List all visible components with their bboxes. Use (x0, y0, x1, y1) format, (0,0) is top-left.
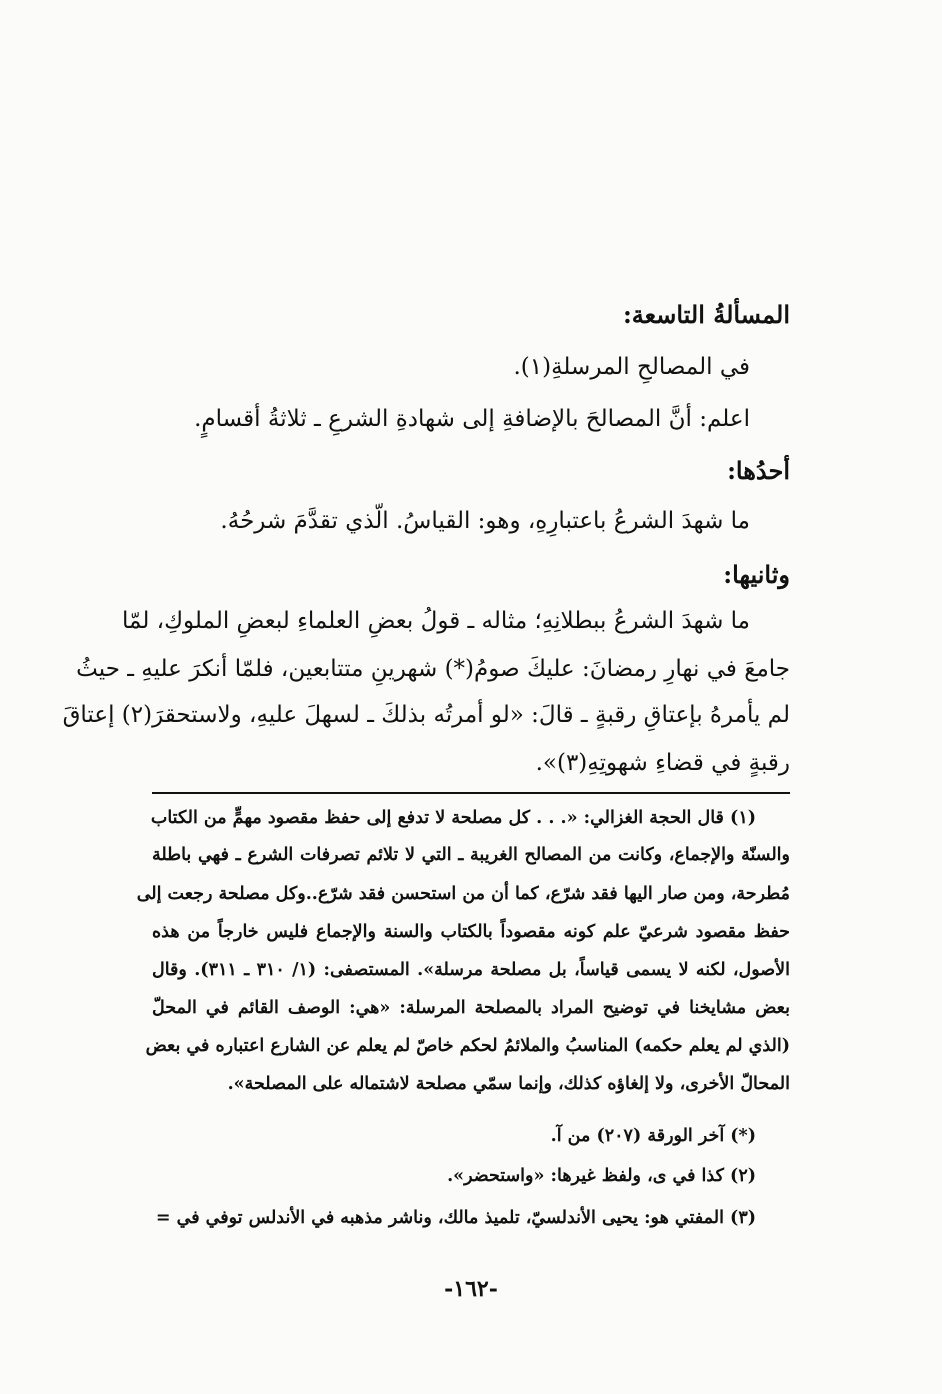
intro-line: اعلم: أنَّ المصالحَ بالإضافةِ إلى شهادةِ الشرعِ ـ ثلاثةُ أقسامٍ. (194, 406, 750, 432)
footnote-line: بعض مشايخنا في توضيح المراد بالمصلحة المرسلة: «هي: الوصف القائم في المحلّ (152, 998, 790, 1018)
footnote-star: (*) آخر الورقة (٢٠٧) من آ. (550, 1126, 756, 1146)
part-one-heading: أحدُها: (727, 456, 790, 485)
section-title: المسألةُ التاسعة: (622, 300, 790, 329)
part-two-heading: وثانيها: (723, 560, 790, 589)
page-number: -١٦٢- (444, 1276, 498, 1302)
footnote-line: حفظ مقصود شرعيّ علم كونه مقصوداً بالكتاب والسنة والإجماع فليس خارجاً من هذه (152, 922, 790, 942)
body-line: جامعَ في نهارِ رمضانَ: عليكَ صومُ(*) شهرينِ متتابعين، فلمّا أنكرَ عليهِ ـ حيثُ (76, 656, 790, 682)
body-line: رقبةٍ في قضاءِ شهوتِهِ(٣)». (535, 750, 790, 776)
footnote-line: (الذي لم يعلم حكمه) المناسبُ والملائمُ لحكم خاصّ لم يعلم عن الشارع اعتباره في بعض (145, 1036, 790, 1056)
part-one-text: ما شهدَ الشرعُ باعتبارِهِ، وهو: القياسُ. الّذي تقدَّمَ شرحُهُ. (220, 508, 750, 534)
footnote-line: المحالّ الأخرى، ولا إلغاؤه كذلك، وإنما سمّي مصلحة لاشتماله على المصلحة». (227, 1074, 790, 1094)
footnote-3: (٣) المفتي هو: يحيى الأندلسيّ، تلميذ مالك، وناشر مذهبه في الأندلس توفي في = (155, 1208, 756, 1228)
footnote-line: (١) قال الحجة الغزالي: «. . . كل مصلحة لا تدفع إلى حفظ مقصود مهمٍّ من الكتاب (150, 808, 756, 828)
topic-line: في المصالحِ المرسلةِ(١). (513, 354, 750, 380)
footnote-line: الأصول، لكنه لا يسمى قياساً، بل مصلحة مرسلة». المستصفى: (١/ ٣١٠ ـ ٣١١). وقال (152, 960, 790, 980)
body-line: لم يأمرهُ بإعتاقِ رقبةٍ ـ قالَ: «لو أمرتُه بذلكَ ـ لسهلَ عليهِ، ولاستحقرَ(٢) إعتاقَ (62, 702, 790, 728)
footnote-divider (152, 792, 790, 794)
footnote-line: والسنّة والإجماع، وكانت من المصالح الغريبة ـ التي لا تلائم تصرفات الشرع ـ فهي باطلة (152, 845, 790, 865)
footnote-2: (٢) كذا في ى، ولفظ غيرها: «واستحضر». (447, 1166, 756, 1186)
footnote-line: مُطرحة، ومن صار اليها فقد شرّع، كما أن من استحسن فقد شرّع..وكل مصلحة رجعت إلى (136, 884, 790, 904)
body-line: ما شهدَ الشرعُ ببطلانِهِ؛ مثاله ـ قولُ بعضِ العلماءِ لبعضِ الملوكِ، لمّا (122, 608, 750, 634)
